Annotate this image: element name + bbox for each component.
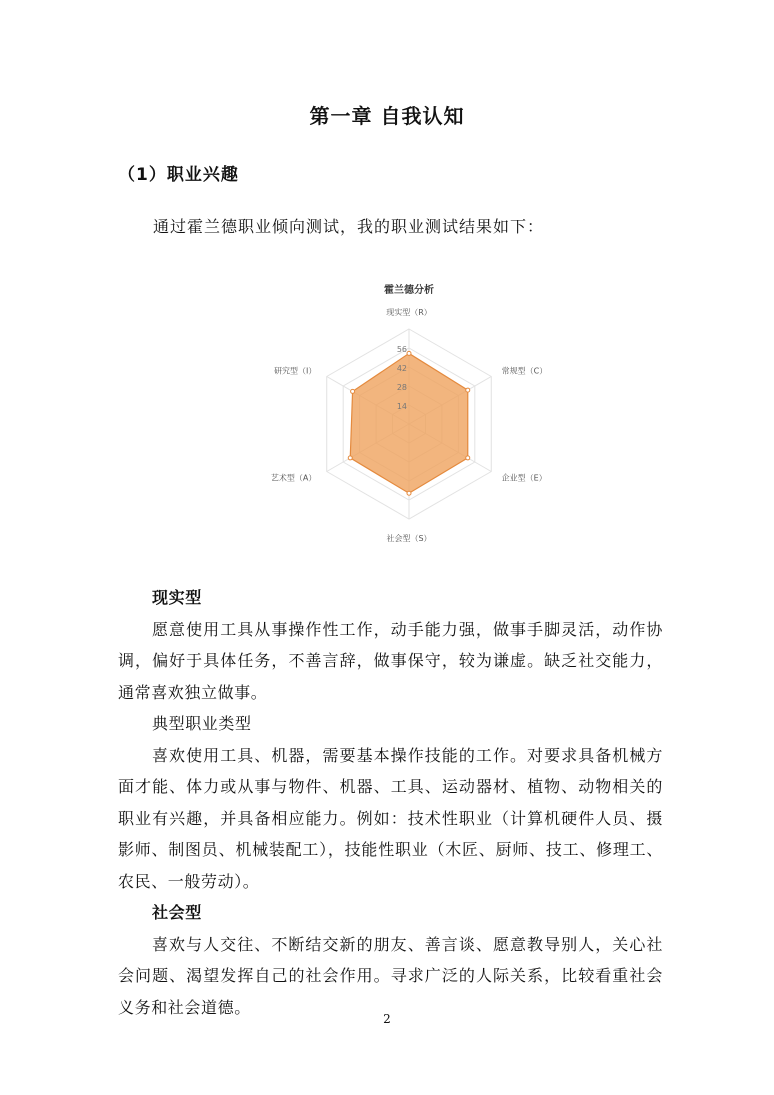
tick-label-42: 42 xyxy=(396,364,407,373)
social-heading: 社会型 xyxy=(152,903,202,922)
page-number: 2 xyxy=(383,1012,391,1026)
tick-label-14: 14 xyxy=(396,402,407,411)
realistic-description: 愿意使用工具从事操作性工作，动手能力强，做事手脚灵活，动作协调，偏好于具体任务，不善言辞，做事保守，较为谦虚。缺乏社交能力，通常喜欢独立做事。 xyxy=(118,619,663,702)
axis-label-2: 常规型（C） xyxy=(501,366,548,376)
body-content xyxy=(118,582,663,1023)
data-point-2 xyxy=(466,388,470,392)
radar-chart-svg xyxy=(243,275,573,575)
data-point-6 xyxy=(351,389,355,393)
realistic-heading: 现实型 xyxy=(152,588,202,607)
social-description: 喜欢与人交往、不断结交新的朋友、善言谈、愿意教导别人，关心社会问题、渴望发挥自己的社会作用。寻求广泛的人际关系，比较看重社会义务和社会道德。 xyxy=(118,934,663,1017)
realistic-jobs: 喜欢使用工具、机器，需要基本操作技能的工作。对要求具备机械方面才能、体力或从事与物件、机器、工具、运动器材、植物、动物相关的职业有兴趣，并具备相应能力。例如：技术性职业（计算机硬件人员、摄影师、制图员、机械装配工），技能性职业（木匠、厨师、技工、修理工、农民、一般劳动）。 xyxy=(118,745,663,891)
intro-paragraph: 通过霍兰德职业倾向测试，我的职业测试结果如下： xyxy=(153,217,545,236)
chapter-title: 第一章 自我认知 xyxy=(309,104,465,128)
axis-label-6: 研究型（I） xyxy=(273,366,317,376)
axis-label-1: 现实型（R） xyxy=(386,308,432,317)
section-heading: （1）职业兴趣 xyxy=(118,165,239,185)
axis-label-3: 企业型（E） xyxy=(501,473,547,483)
tick-label-28: 28 xyxy=(396,383,407,392)
data-point-5 xyxy=(348,456,352,460)
axis-label-4: 社会型（S） xyxy=(386,534,432,543)
tick-label-56: 56 xyxy=(396,345,407,354)
data-area xyxy=(350,353,468,493)
holland-radar-chart xyxy=(243,275,573,575)
axis-label-5: 艺术型（A） xyxy=(270,473,317,483)
typical-jobs-heading: 典型职业类型 xyxy=(152,714,252,733)
chart-title: 霍兰德分析 xyxy=(384,285,434,296)
data-point-1 xyxy=(407,351,411,355)
data-point-3 xyxy=(466,456,470,460)
data-point-4 xyxy=(407,491,411,495)
